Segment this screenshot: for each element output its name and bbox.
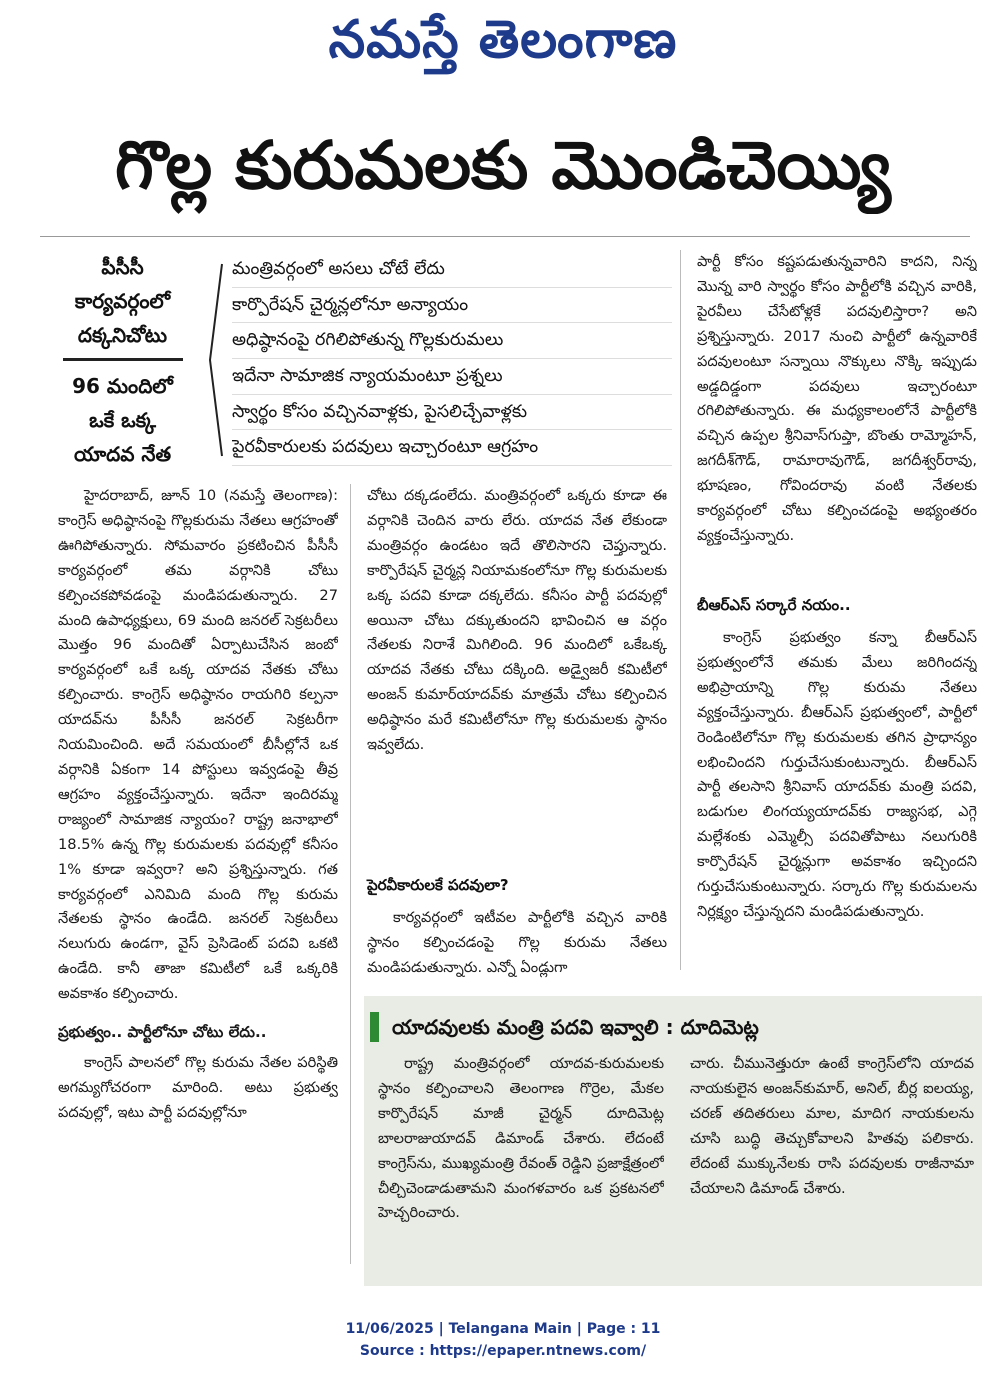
highlight-item: స్వార్థం కోసం వచ్చినవాళ్లకు, పైసలిచ్చేవాళ్లకు <box>232 395 672 431</box>
page-footer <box>0 1318 1006 1362</box>
accent-bar <box>370 1012 379 1042</box>
section-subheading: పైరవీకారులకే పదవులా? <box>367 876 509 894</box>
footer-date-page: 11/06/2025 | Telangana Main | Page : 11 <box>345 1321 661 1337</box>
sidebar-story-column-2 <box>690 1052 974 1280</box>
section-subheading: బీఆర్‌ఎస్ సర్కారే నయం.. <box>697 596 851 614</box>
article-paragraph: హైదరాబాద్, జూన్ 10 (నమస్తే తెలంగాణ): కాంగ్రెస్ అధిష్ఠానంపై గొల్లకురుమ నేతలు ఆగ్రహంతో ఊగిపోతున్నారు. సోమవారం ప్రకటించిన పీసీసీ కార్యవర్గంలో తమ వర్గానికి చోటు కల్పించకపోవడంపై మండిపడుతున్నారు. 27 మంది ఉపాధ్యక్షులు, 69 మంది జనరల్ సెక్రటరీలు మొత్తం 96 మందితో ఏర్పాటుచేసిన జంబో కార్యవర్గంలో ఒకే ఒక్క యాదవ నేతకు చోటు కల్పించారు. కాంగ్రెస్ అధిష్ఠానం రాయగిరి కల్పనా యాదవ్‌ను పీసీసీ జనరల్ సెక్రటరీగా నియమించింది. అదే సమయంలో బీసీల్లోనే ఒక వర్గానికి ఏకంగా 14 పోస్టులు ఇవ్వడంపై తీవ్ర ఆగ్రహం వ్యక్తంచేస్తున్నారు. ఇదేనా ఇందిరమ్మ రాజ్యంలో సామాజిక న్యాయం? రాష్ట్ర జనాభాలో 18.5% ఉన్న గొల్ల కురుమలకు పదవుల్లో కనీసం 1% కూడా ఇవ్వరా? అని ప్రశ్నిస్తున్నారు. గత కార్యవర్గంలో ఎనిమిది మంది గొల్ల కురుమ నేతలకు స్థానం ఉండేది. జనరల్ సెక్రటరీలు నలుగురు ఉండగా, వైస్ ప్రెసిడెంట్ పదవి ఒకటి ఉండేది. కానీ తాజా కమిటీలో ఒకే ఒక్కరికి అవకాశం కల్పించారు. <box>58 487 338 1003</box>
sidebox-line-6: యాదవ నేత <box>73 442 172 466</box>
article-column-1 <box>58 484 338 1264</box>
masthead <box>0 4 1006 76</box>
divider <box>40 236 970 237</box>
highlight-item: పైరవీకారులకు పదవులు ఇచ్చారంటూ ఆగ్రహం <box>232 430 672 466</box>
article-paragraph: చారు. చీమునెత్తురూ ఉంటే కాంగ్రెస్‌లోని యాదవ నాయకులైన అంజన్‌కుమార్, అనిల్, బీర్ల ఐలయ్య, చరణ్ తదితరులు మాల, మాదిగ నాయకులను చూసి బుద్ధి తెచ్చుకోవాలని హితవు పలికారు. లేదంటే ముక్కునేలకు రాసి పదవులకు రాజీనామా చేయాలని డిమాండ్ చేశారు. <box>690 1055 974 1197</box>
highlight-item: మంత్రివర్గంలో అసలు చోటే లేదు <box>232 252 672 288</box>
article-paragraph: పార్టీ కోసం కష్టపడుతున్నవారిని కాదని, నిన్న మొన్న వారి స్వార్థం కోసం పార్టీలోకి వచ్చిన వారికి, పైరవీలు చేసేటోళ్లకే పదవులిస్తారా? అని ప్రశ్నిస్తున్నారు. 2017 నుంచి పార్టీలో ఉన్నవారికే పదవులంటూ సన్నాయి నొక్కులు నొక్కి ఇప్పుడు అడ్డదిడ్డంగా పదవులు ఇచ్చారంటూ రగిలిపోతున్నారు. ఈ మధ్యకాలంలోనే పార్టీలోకి వచ్చిన ఉప్పల శ్రీనివాస్‌గుప్తా, బొంతు రామ్మోహన్, జగదీశ్‌గౌడ్, రామారావుగౌడ్, జగదీశ్వర్‌రావు, భూషణం, గోవిందరావు వంటి నేతలకు కార్యవర్గంలో చోటు కల్పించడంపై అభ్యంతరం వ్యక్తంచేస్తున్నారు. <box>697 253 977 544</box>
masthead-title: నమస్తే తెలంగాణ <box>328 10 678 70</box>
sidebar-story-column-1 <box>378 1052 664 1280</box>
column-divider <box>350 484 351 1264</box>
article-column-3 <box>697 250 977 580</box>
sidebox-line-1: పీసీసీ <box>101 255 144 279</box>
sidebar-story-title: యాదవులకు మంత్రి పదవి ఇవ్వాలి : దూదిమెట్ల <box>392 1015 759 1039</box>
headline-text: గొల్ల కురుమలకు మొండిచెయ్యి <box>115 127 891 204</box>
article-paragraph: రాష్ట్ర మంత్రివర్గంలో యాదవ-కురుమలకు స్థానం కల్పించాలని తెలంగాణ గొర్రెల, మేకల కార్పొరేషన్ మాజీ చైర్మన్ దూదిమెట్ల బాలరాజుయాదవ్ డిమాండ్ చేశారు. లేదంటే కాంగ్రెస్‌ను, ముఖ్యమంత్రి రేవంత్ రెడ్డిని ప్రజాక్షేత్రంలో చీల్చిచెండాడుతామని మంగళవారం ఒక ప్రకటనలో హెచ్చరించారు. <box>378 1055 664 1222</box>
bracket-icon <box>206 262 224 458</box>
article-paragraph: కార్యవర్గంలో ఇటీవల పార్టీలోకి వచ్చిన వారికి స్థానం కల్పించడంపై గొల్ల కురుమ నేతలు మండిపడుతున్నారు. ఎన్నో ఏండ్లుగా <box>367 909 667 976</box>
headline <box>20 118 986 214</box>
sidebox-separator <box>63 358 183 361</box>
highlight-item: ఇదేనా సామాజిక న్యాయమంటూ ప్రశ్నలు <box>232 359 672 395</box>
highlights-list <box>232 252 672 460</box>
article-column-3-continued <box>697 626 977 981</box>
sidebox-line-3: దక్కనిచోటు <box>77 323 168 347</box>
highlight-item: కార్పొరేషన్ చైర్మన్లలోనూ అన్యాయం <box>232 288 672 324</box>
sidebox-line-5: ఒకే ఒక్క <box>89 408 156 432</box>
side-highlight-box <box>55 250 190 482</box>
section-subheading: ప్రభుత్వం.. పార్టీలోనూ చోటు లేదు.. <box>58 1023 267 1042</box>
sidebox-line-2: కార్యవర్గంలో <box>74 289 171 313</box>
article-paragraph: కాంగ్రెస్ పాలనలో గొల్ల కురుమ నేతల పరిస్థితి అగమ్యగోచరంగా మారింది. అటు ప్రభుత్వ పదవుల్లో, ఇటు పార్టీ పదవుల్లోనూ <box>58 1054 338 1121</box>
article-paragraph: చోటు దక్కడంలేదు. మంత్రివర్గంలో ఒక్కరు కూడా ఈ వర్గానికి చెందిన వారు లేరు. యాదవ నేత లేకుండా మంత్రివర్గం ఉండటం ఇదే తొలిసారని చెప్తున్నారు. కార్పొరేషన్ చైర్మన్ల నియామకంలోనూ గొల్ల కురుమలకు ఒక్క పదవి కూడా దక్కలేదు. కనీసం పార్టీ పదవుల్లో అయినా చోటు దక్కుతుందని భావించిన ఆ వర్గం నేతలకు నిరాశే మిగిలింది. 96 మందిలో ఒకేఒక్క యాదవ నేతకు చోటు దక్కింది. అడ్వైజరీ కమిటీలో అంజన్ కుమార్‌యాదవ్‌కు మాత్రమే చోటు కల్పించిన అధిష్ఠానం మరే కమిటీలోనూ గొల్ల కురుమలకు స్థానం ఇవ్వలేదు. <box>367 487 667 754</box>
highlight-item: అధిష్ఠానంపై రగిలిపోతున్న గొల్లకురుమలు <box>232 323 672 359</box>
column-divider <box>680 250 681 970</box>
article-column-2-continued <box>367 906 667 984</box>
sidebox-line-4: 96 మందిలో <box>72 374 173 398</box>
article-paragraph: కాంగ్రెస్ ప్రభుత్వం కన్నా బీఆర్‌ఎస్ ప్రభుత్వంలోనే తమకు మేలు జరిగిందన్న అభిప్రాయాన్ని గొల్ల కురుమ నేతలు వ్యక్తంచేస్తున్నారు. బీఆర్‌ఎస్ ప్రభుత్వంలో, పార్టీలో రెండింటిలోనూ గొల్ల కురుమలకు తగిన ప్రాధాన్యం లభించిందని గుర్తుచేసుకుంటున్నారు. బీఆర్‌ఎస్ పార్టీ తలసాని శ్రీనివాస్ యాదవ్‌కు మంత్రి పదవి, బడుగుల లింగయ్యయాదవ్‌కు రాజ్యసభ, ఎగ్గె మల్లేశంకు ఎమ్మెల్సీ పదవితోపాటు నలుగురికి కార్పొరేషన్ చైర్మన్లుగా అవకాశం ఇచ్చిందని గుర్తుచేసుకుంటున్నారు. సర్కారు గొల్ల కురుమలను నిర్లక్ష్యం చేస్తున్నదని మండిపడుతున్నారు. <box>697 629 977 920</box>
article-column-2 <box>367 484 667 817</box>
footer-source-link[interactable]: Source : https://epaper.ntnews.com/ <box>359 1343 647 1359</box>
